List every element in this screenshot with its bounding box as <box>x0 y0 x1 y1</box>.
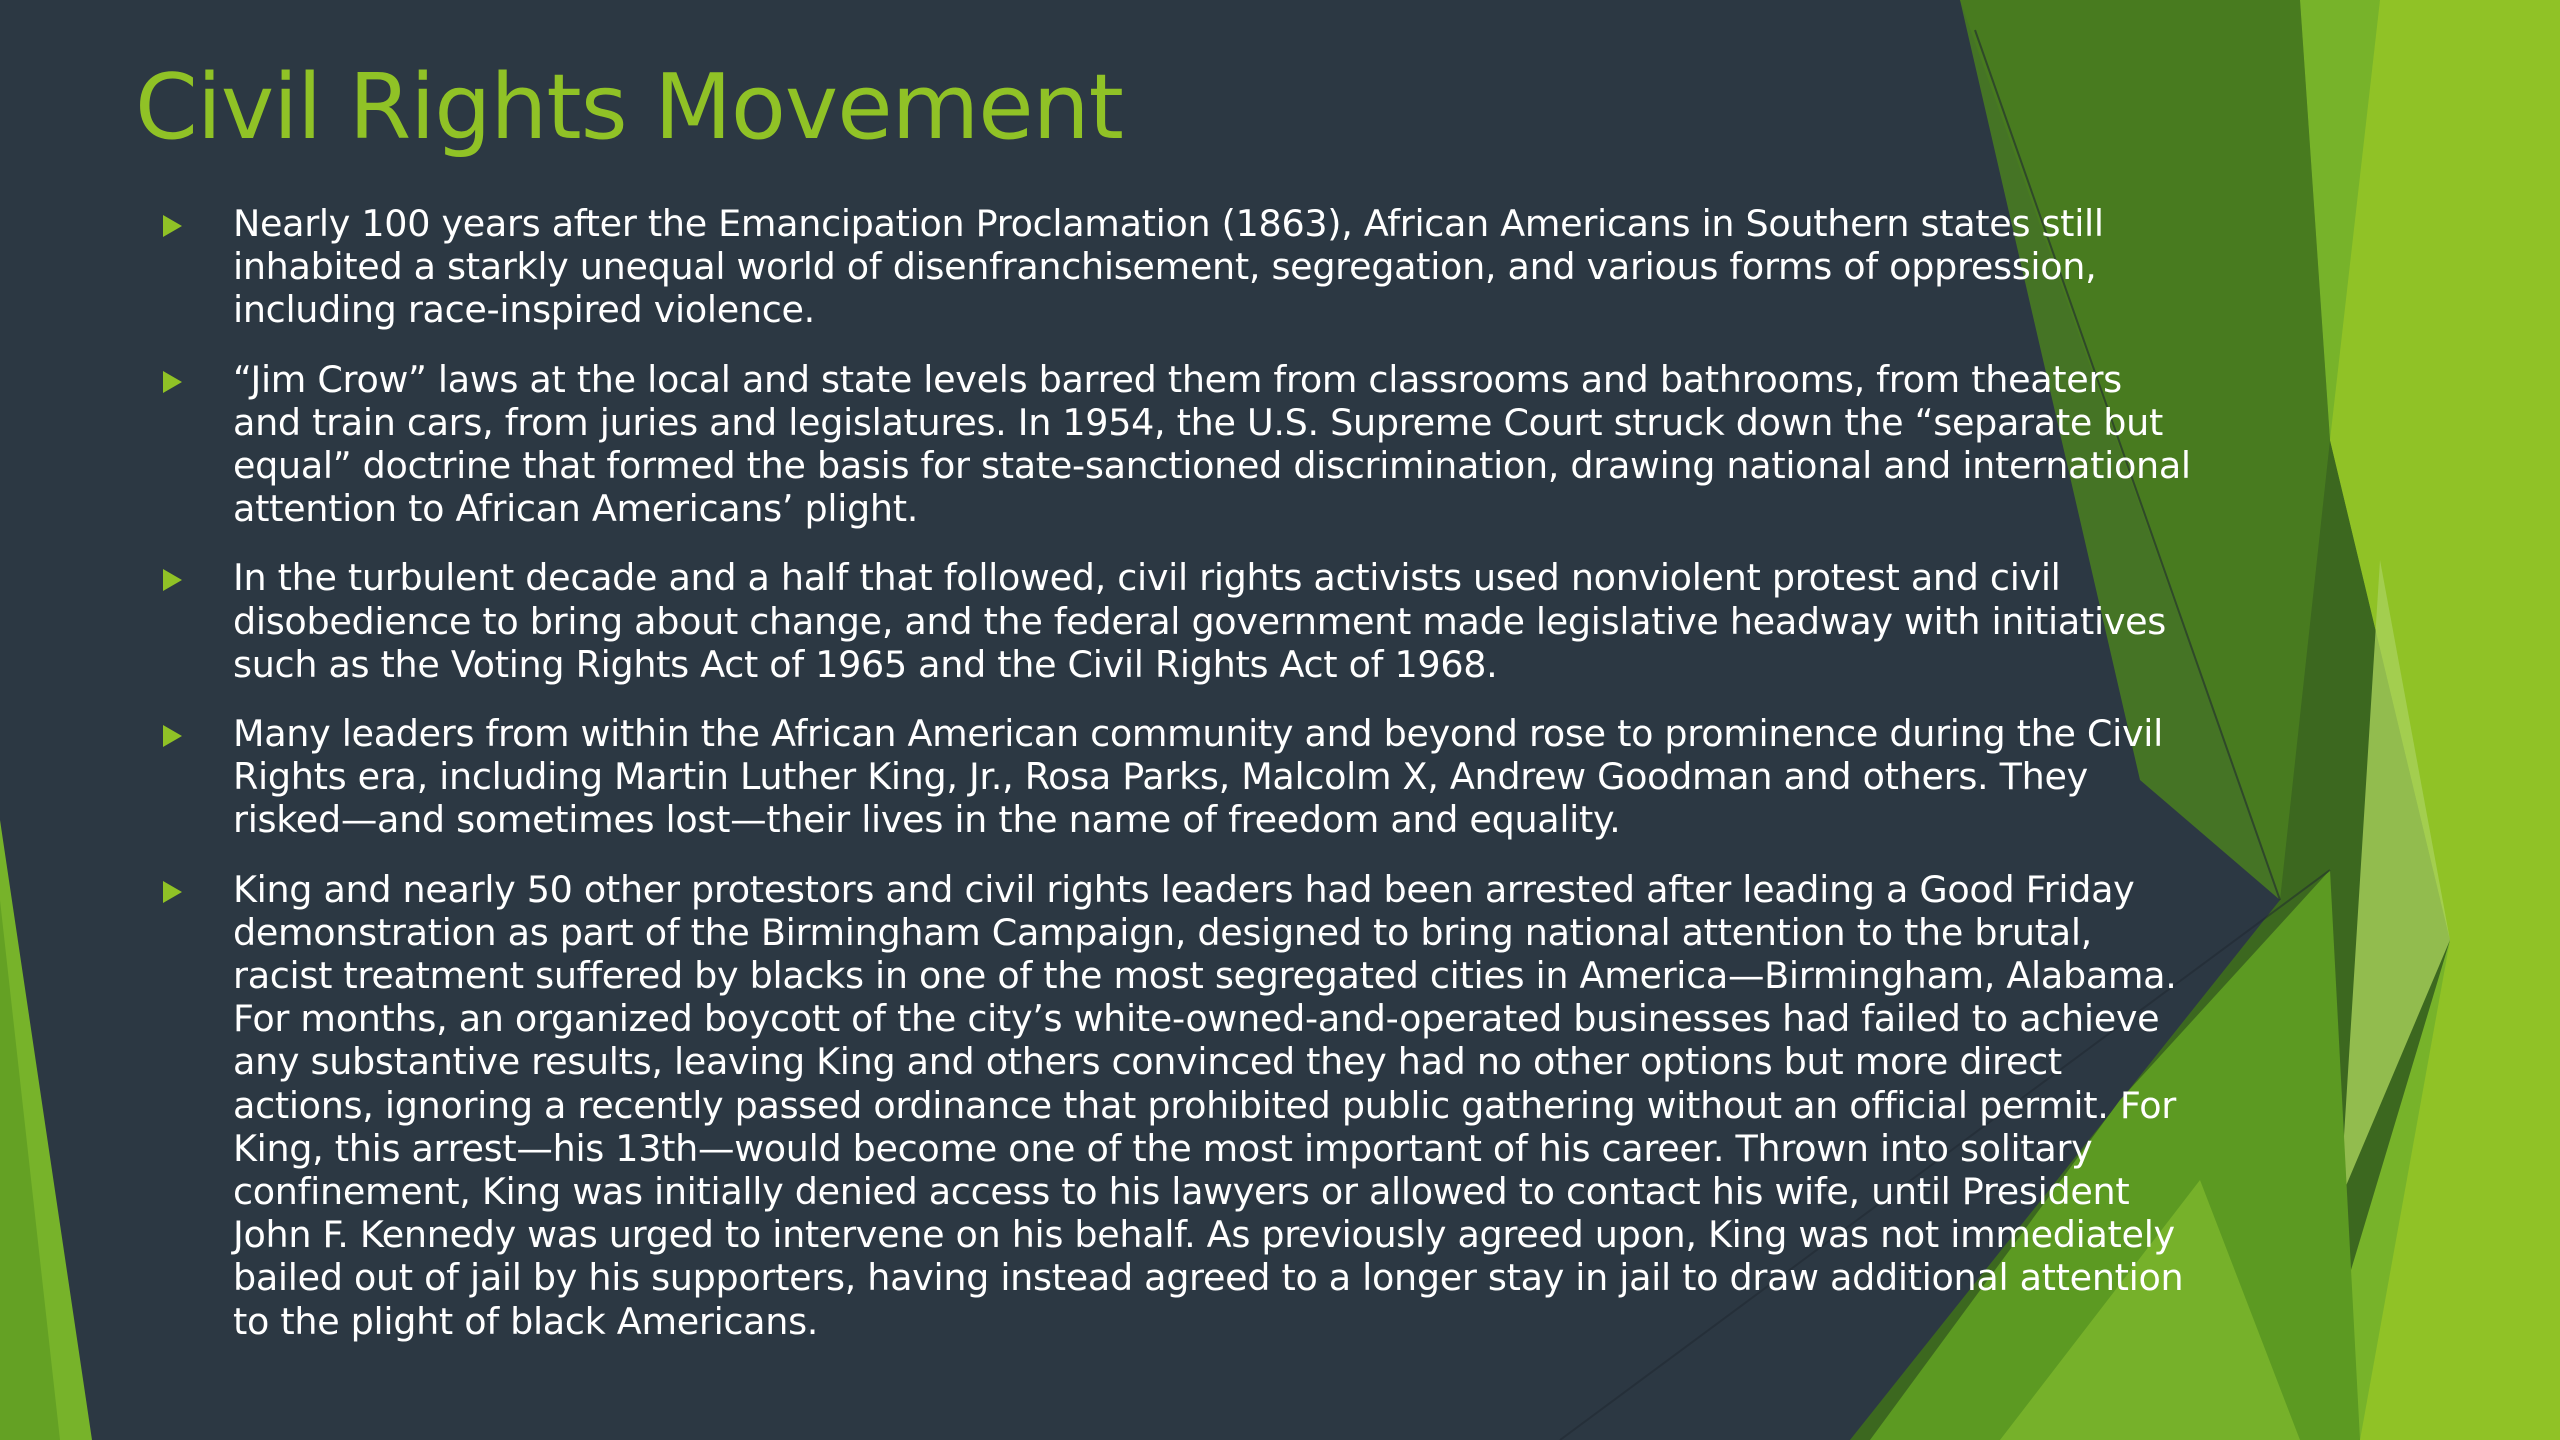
bullet-text: King and nearly 50 other protestors and civil rights leaders had been arrested after leading a Good Friday demonstration as part of the Birmingham Campaign, designed to bring national attention to the brutal, racist treatment suffered by blacks in one of the most segregated cities in America—Birmingham, Alabama. For months, an organized boycott of the city’s white-owned-and-operated businesses had failed to achieve any substantive results, leaving King and others convinced they had no other options but more direct actions, ignoring a recently passed ordinance that prohibited public gathering without an official permit. For King, this arrest—his 13th—would become one of the most important of his career. Thrown into solitary confinement, King was initially denied access to his lawyers or allowed to contact his wife, until President John F. Kennedy was urged to intervene on his behalf. As previously agreed upon, King was not immediately bailed out of jail by his supporters, having instead agreed to a longer stay in jail to draw additional attention to the plight of black Americans. <box>233 867 2184 1343</box>
bullet-item <box>160 556 2200 686</box>
triangle-right-icon <box>163 371 182 393</box>
triangle-right-icon <box>163 215 182 237</box>
bullet-item <box>160 868 2200 1343</box>
bullet-text: Many leaders from within the African American community and beyond rose to prominence during the Civil Rights era, including Martin Luther King, Jr., Rosa Parks, Malcolm X, Andrew Goodman and others. They risked—and sometimes lost—their lives in the name of freedom and equality. <box>233 712 2163 842</box>
bullet-list <box>160 202 2200 1369</box>
bullet-item <box>160 358 2200 531</box>
bullet-item <box>160 202 2200 332</box>
triangle-right-icon <box>163 569 182 591</box>
triangle-right-icon <box>163 881 182 903</box>
bullet-text: In the turbulent decade and a half that followed, civil rights activists used nonviolent protest and civil disobedience to bring about change, and the federal government made legislative headway with initiatives such as the Voting Rights Act of 1965 and the Civil Rights Act of 1968. <box>233 556 2166 686</box>
slide-title: Civil Rights Movement <box>135 55 1123 160</box>
bullet-item <box>160 712 2200 842</box>
triangle-right-icon <box>163 725 182 747</box>
bullet-text: Nearly 100 years after the Emancipation Proclamation (1863), African Americans in Southern states still inhabited a starkly unequal world of disenfranchisement, segregation, and various forms of oppression, including race-inspired violence. <box>233 202 2104 332</box>
bullet-text: “Jim Crow” laws at the local and state levels barred them from classrooms and bathrooms, from theaters and train cars, from juries and legislatures. In 1954, the U.S. Supreme Court struck down the “separate but equal” doctrine that formed the basis for state-sanctioned discrimination, drawing national and international attention to African Americans’ plight. <box>233 357 2191 531</box>
